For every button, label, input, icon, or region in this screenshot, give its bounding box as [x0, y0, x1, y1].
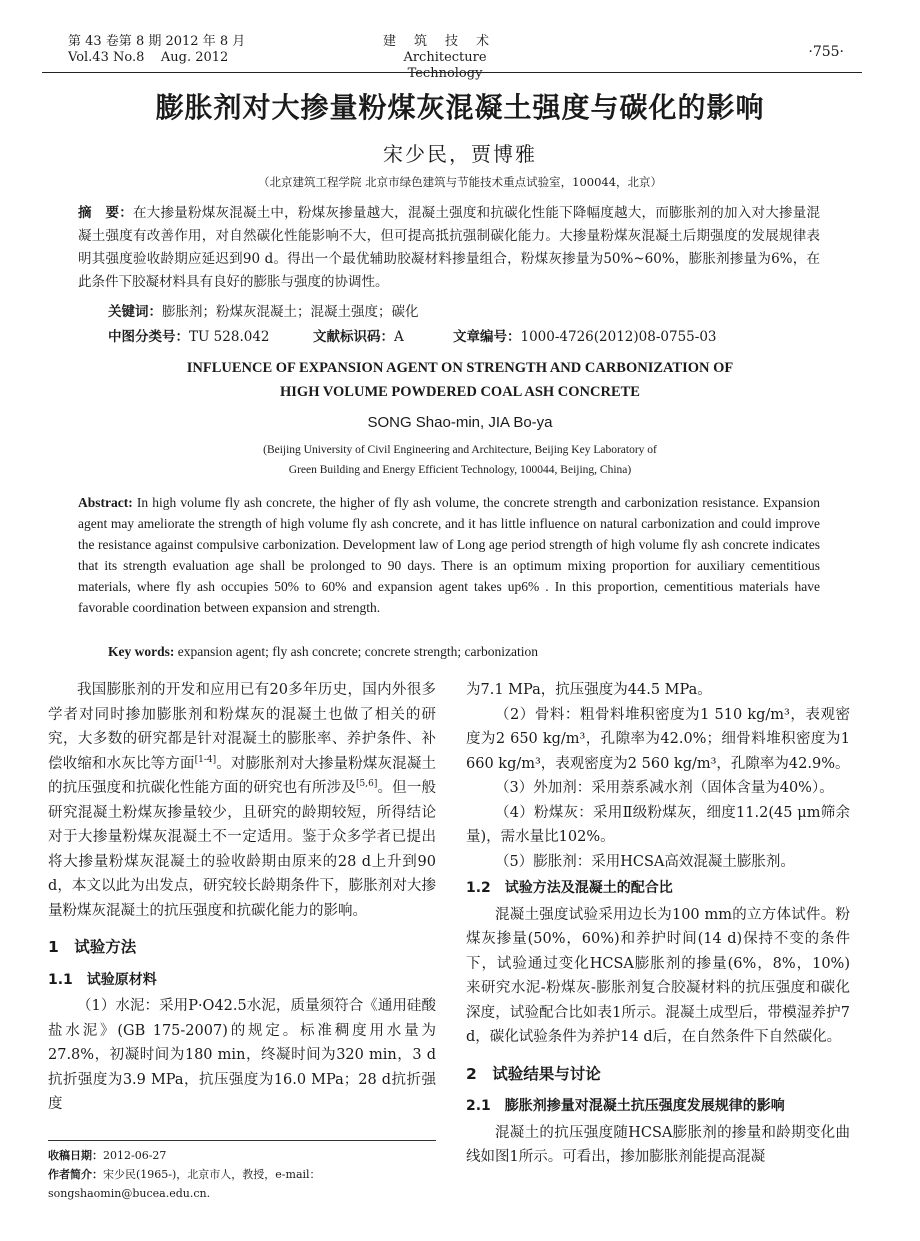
intro-paragraph	[48, 678, 436, 923]
keywords-en-label: Key words:	[108, 644, 175, 659]
clc-label: 中图分类号：	[108, 329, 189, 345]
author-bio-text: 宋少民(1965-)，北京市人，教授，e-mail：songshaomin@bucea.edu.cn.	[48, 1168, 321, 1200]
keywords-en-text: expansion agent; fly ash concrete; concrete strength; carbonization	[174, 644, 538, 659]
subsection-heading: 1.1 试验原材料	[48, 971, 157, 988]
body-right-column	[466, 678, 850, 1170]
page-number: ·755·	[808, 44, 844, 60]
abstract-cn-text: 在大掺量粉煤灰混凝土中，粉煤灰掺量越大，混凝土强度和抗碳化性能下降幅度越大，而膨胀剂的加入对大掺量混凝土强度有改善作用，对自然碳化性能影响不大，但可提高抵抗强制碳化能力。大掺量粉煤灰混凝土后期强度的发展规律表明其强度验收龄期应延迟到90 d。得出一个最优辅助胶凝材料掺量组合，粉煤灰掺量为50%~60%，膨胀剂掺量为6%，在此条件下胶凝材料具有良好的膨胀与强度的协调性。	[78, 205, 821, 290]
abstract-cn-label: 摘 要：	[78, 205, 133, 221]
affiliation-en-line1: (Beijing University of Civil Engineering and Architecture, Beijing Key Laboratory of	[263, 444, 657, 456]
received-date	[48, 1146, 436, 1165]
footnote	[48, 1146, 436, 1203]
material-item: （1）水泥：采用P·O42.5水泥，质量须符合《通用硅酸盐水泥》(GB 175-2007)的规定。标准稠度用水量为27.8%，初凝时间为180 min，终凝时间为320 min，3 d抗折强度为3.9 MPa，抗压强度为16.0 MPa；28 d抗折强度	[48, 998, 436, 1112]
section-heading: 2 试验结果与讨论	[466, 1064, 601, 1083]
abstract-en	[78, 492, 820, 618]
affiliation: （北京建筑工程学院 北京市绿色建筑与节能技术重点试验室，100044，北京）	[257, 175, 663, 189]
author-list: 宋少民，贾博雅	[383, 142, 537, 166]
paper-title-en-line2: HIGH VOLUME POWDERED COAL ASH CONCRETE	[280, 384, 640, 400]
keywords-en	[108, 644, 538, 660]
affiliation-en	[0, 440, 920, 480]
classification-line	[108, 325, 717, 345]
affiliation-en-line2: Green Building and Energy Efficient Technology, 100044, Beijing, China)	[288, 464, 632, 476]
continued-text: 为7.1 MPa，抗压强度为44.5 MPa。	[466, 682, 712, 698]
article-no-label: 文章编号：	[453, 329, 521, 345]
issue-info-en: Vol.43 No.8 Aug. 2012	[68, 50, 229, 65]
author-bio-label: 作者简介：	[48, 1168, 103, 1181]
abstract-en-text: In high volume fly ash concrete, the higher of fly ash volume, the concrete strength and carbonization resistance. Expansion agent may ameliorate the strength of high volume fly ash concrete, and it has little influence on natural carbonization and could improve the resistance against compulsive carbonization. Development law of Long age period strength of high volume fly ash concrete indicates that its strength evaluation age shall be prolonged to 90 days. There is an optimum mixing proportion for auxiliary cementitious materials, where fly ash occupies 50% to 60% and expansion agent takes up6% . In this proportion, cementitious materials have favorable coordination between expansion and strength.	[78, 495, 820, 615]
author-bio	[48, 1165, 436, 1203]
footnote-divider	[48, 1140, 436, 1141]
material-item: （4）粉煤灰：采用Ⅱ级粉煤灰，细度11.2(45 μm筛余量)，需水量比102%。	[466, 804, 850, 845]
intro-text-c: 。但一般研究混凝土粉煤灰掺量较少，且研究的龄期较短，所得结论对于大掺量粉煤灰混凝土不一定适用。鉴于众多学者已提出将大掺量粉煤灰混凝土的验收龄期由原来的28 d上升到90 d，本文以此为出发点，研究较长龄期条件下，膨胀剂对大掺量粉煤灰混凝土的抗压强度和抗碳化能力的影响。	[48, 780, 437, 919]
header-divider	[42, 72, 862, 73]
keywords-cn-label: 关键词：	[108, 304, 162, 320]
author-list-en: SONG Shao-min, JIA Bo-ya	[367, 414, 553, 431]
abstract-en-label: Abstract:	[78, 495, 133, 510]
doc-code-label: 文献标识码：	[313, 329, 394, 345]
journal-name-cn: 建筑技术	[382, 34, 507, 49]
intro-text-b: 。对膨胀剂对大掺量粉煤灰混凝土的抗压强度和抗碳化性能方面的研究也有所涉及	[48, 755, 436, 796]
received-date-value: 2012-06-27	[103, 1149, 167, 1162]
method-paragraph: 混凝土强度试验采用边长为100 mm的立方体试件。粉煤灰掺量(50%，60%)和养护时间(14 d)保持不变的条件下，试验通过变化HCSA膨胀剂的掺量(6%，8%，10%) 来研究水泥-粉煤灰-膨胀剂复合胶凝材料的抗压强度和碳化深度，试验配合比如表1所示。混凝土成型后，带模湿养护7 d，碳化试验条件为养护14 d后，在自然条件下自然碳化。	[466, 906, 850, 1045]
doc-code-value: A	[394, 329, 404, 345]
paper-title: 膨胀剂对大掺量粉煤灰混凝土强度与碳化的影响	[155, 91, 765, 124]
citation-ref: [5,6]	[356, 779, 378, 790]
intro-text-a: 我国膨胀剂的开发和应用已有20多年历史，国内外很多学者对同时掺加膨胀剂和粉煤灰的混凝土也做了相关的研究，大多数的研究都是针对混凝土的膨胀率、养护条件、补偿收缩和水灰比等方面	[48, 682, 436, 772]
paper-title-en-line1: INFLUENCE OF EXPANSION AGENT ON STRENGTH AND CARBONIZATION OF	[186, 360, 734, 376]
subsection-heading: 1.2 试验方法及混凝土的配合比	[466, 880, 673, 896]
material-item: （2）骨料：粗骨料堆积密度为1 510 kg/m³，表观密度为2 650 kg/m³，孔隙率为42.0%；细骨料堆积密度为1 660 kg/m³，表观密度为2 560 kg/m³，孔隙率为42.9%。	[466, 706, 850, 772]
keywords-cn	[108, 300, 419, 320]
material-item: （3）外加剂：采用萘系减水剂（固体含量为40%）。	[495, 780, 834, 796]
keywords-cn-text: 膨胀剂；粉煤灰混凝土；混凝土强度；碳化	[162, 304, 419, 320]
section-heading: 1 试验方法	[48, 938, 137, 956]
body-left-column	[48, 678, 436, 1117]
paper-title-en	[0, 356, 920, 404]
subsection-heading: 2.1 膨胀剂掺量对混凝土抗压强度发展规律的影响	[466, 1098, 785, 1114]
results-paragraph: 混凝土的抗压强度随HCSA膨胀剂的掺量和龄期变化曲线如图1所示。可看出，掺加膨胀剂能提高混凝	[466, 1124, 850, 1165]
journal-name-en: Architecture Technology	[403, 50, 487, 81]
issue-info	[68, 34, 245, 66]
journal-name	[365, 34, 525, 82]
article-no-value: 1000-4726(2012)08-0755-03	[520, 329, 717, 345]
received-date-label: 收稿日期：	[48, 1149, 103, 1162]
material-item: （5）膨胀剂：采用HCSA高效混凝土膨胀剂。	[495, 853, 795, 870]
citation-ref: [1-4]	[194, 754, 217, 765]
issue-info-cn: 第 43 卷第 8 期 2012 年 8 月	[68, 34, 246, 49]
clc-value: TU 528.042	[189, 329, 270, 345]
abstract-cn	[78, 202, 820, 294]
